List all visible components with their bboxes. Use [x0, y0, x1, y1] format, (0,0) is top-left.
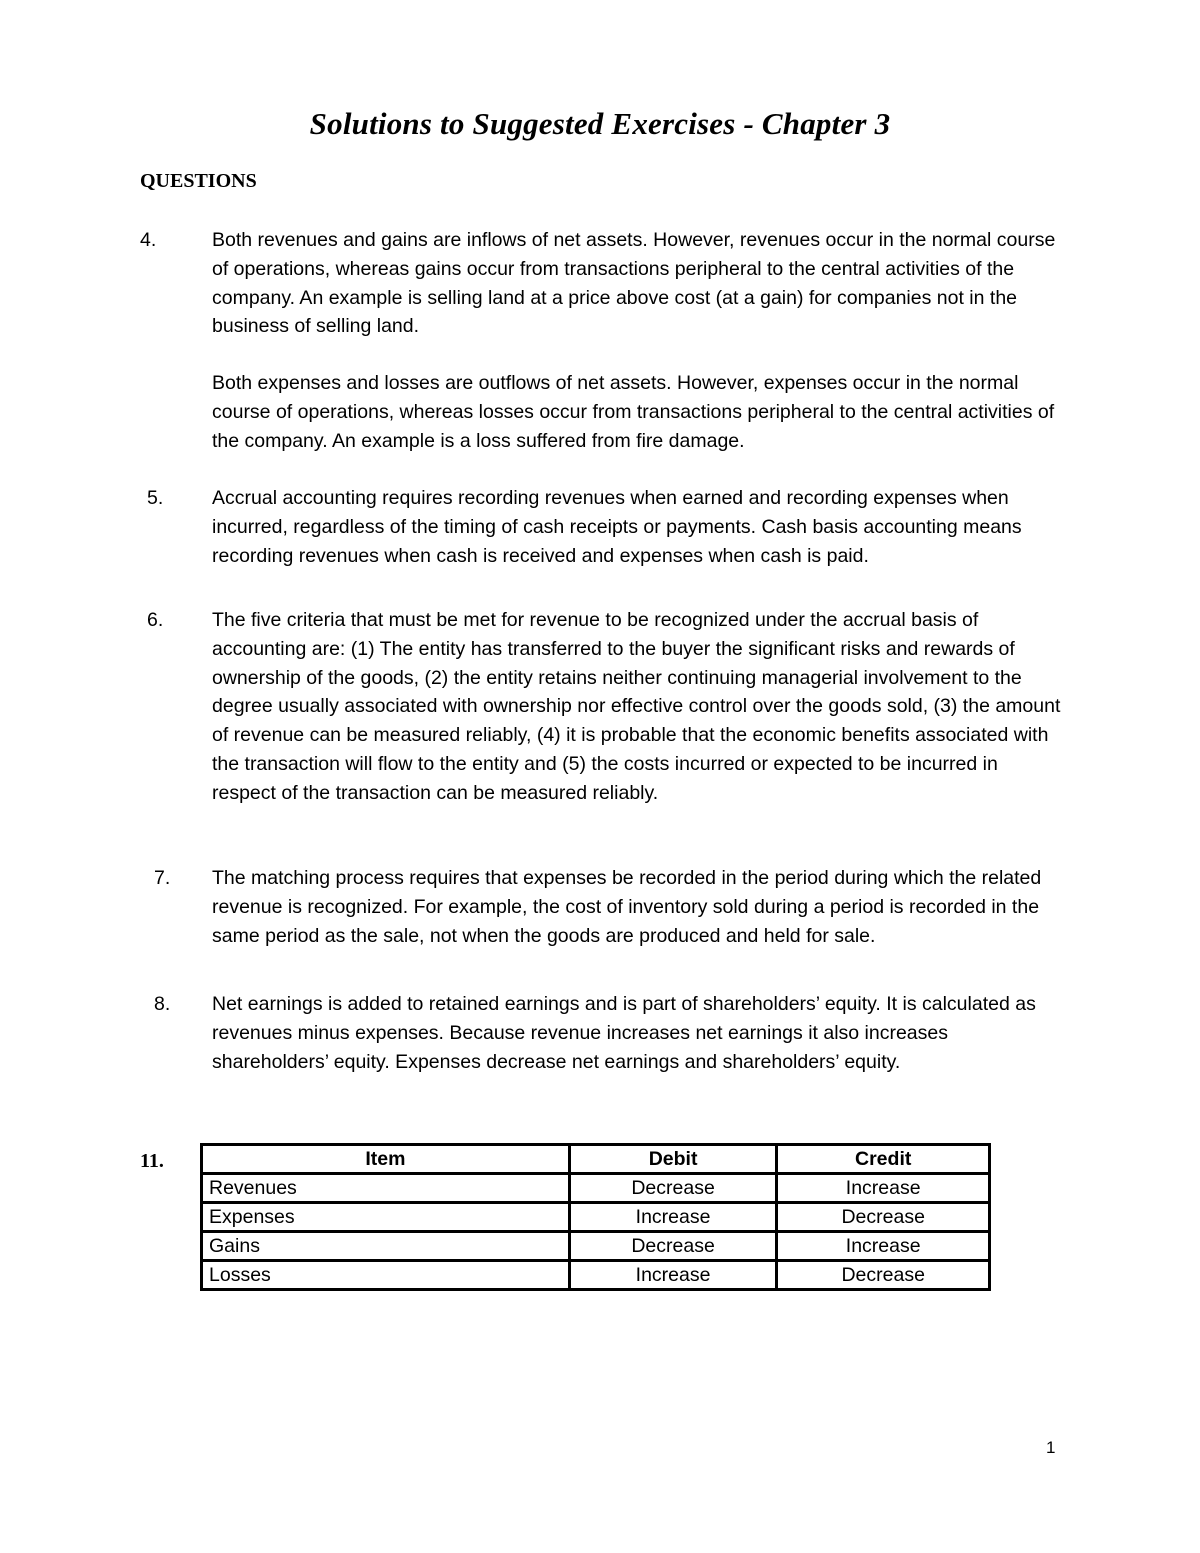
answer-paragraph: Both expenses and losses are outflows of net assets. However, expenses occur in the normal course of operations, whereas losses occur from transactions peripheral to the central activities of the company. An example is a loss suffered from fire damage.: [212, 372, 1055, 452]
question-number: 4.: [140, 229, 157, 251]
question-number: 8.: [154, 993, 171, 1015]
cell-item: Losses: [202, 1261, 570, 1290]
question-number: 5.: [147, 487, 164, 509]
cell-item: Revenues: [202, 1174, 570, 1203]
answer-text: [212, 864, 1067, 950]
answer-text: [212, 226, 1067, 456]
question-5: [140, 484, 1080, 570]
column-header-item: Item: [202, 1145, 570, 1174]
answer-paragraph: Accrual accounting requires recording revenues when earned and recording expenses when incurred, regardless of the timing of cash receipts or payments. Cash basis accounting means recording revenues when cash is received and expenses when cash is paid.: [212, 487, 1022, 567]
page-number: 1: [1046, 1438, 1056, 1457]
cell-credit: Increase: [777, 1174, 990, 1203]
answer-text: [212, 606, 1067, 808]
answer-paragraph: Both revenues and gains are inflows of net assets. However, revenues occur in the normal course of operations, whereas gains occur from transactions peripheral to the central activities of the company. An example is selling land at a price above cost (at a gain) for companies not in the business of selling land.: [212, 229, 1056, 338]
table-row: [202, 1232, 990, 1261]
answer-text: [212, 990, 1067, 1076]
cell-debit: Decrease: [569, 1232, 777, 1261]
table-row: [202, 1203, 990, 1232]
table-row: [202, 1174, 990, 1203]
table-header-row: [202, 1145, 990, 1174]
cell-credit: Increase: [777, 1232, 990, 1261]
question-7: [140, 864, 1080, 950]
cell-item: Expenses: [202, 1203, 570, 1232]
question-11-number: 11.: [140, 1150, 164, 1172]
question-number: 7.: [154, 867, 171, 889]
question-6: [140, 606, 1080, 808]
page-title: Solutions to Suggested Exercises - Chapter 3: [309, 106, 891, 141]
cell-credit: Decrease: [777, 1261, 990, 1290]
section-heading: QUESTIONS: [140, 170, 257, 192]
cell-item: Gains: [202, 1232, 570, 1261]
answer-paragraph: The matching process requires that expenses be recorded in the period during which the related revenue is recognized. For example, the cost of inventory sold during a period is recorded in the same period as the sale, not when the goods are produced and held for sale.: [212, 867, 1042, 947]
cell-credit: Decrease: [777, 1203, 990, 1232]
debit-credit-table: [200, 1143, 991, 1291]
question-number: 6.: [147, 609, 164, 631]
question-4: [140, 226, 1080, 456]
column-header-credit: Credit: [777, 1145, 990, 1174]
answer-text: [212, 484, 1067, 570]
table-row: [202, 1261, 990, 1290]
column-header-debit: Debit: [569, 1145, 777, 1174]
question-8: [140, 990, 1080, 1076]
cell-debit: Decrease: [569, 1174, 777, 1203]
cell-debit: Increase: [569, 1261, 777, 1290]
answer-paragraph: The five criteria that must be met for revenue to be recognized under the accrual basis of accounting are: (1) The entity has transferred to the buyer the significant risks and rewards of ownership of the goods, (2) the entity retains neither continuing managerial involvement to the degree usually associated with ownership nor effective control over the goods sold, (3) the amount of revenue can be measured reliably, (4) it is probable that the economic benefits associated with the transaction will flow to the entity and (5) the costs incurred or expected to be incurred in respect of the transaction can be measured reliably.: [212, 609, 1061, 804]
answer-paragraph: Net earnings is added to retained earnings and is part of shareholders’ equity. It is calculated as revenues minus expenses. Because revenue increases net earnings it also increases shareholders’ equity. Expenses decrease net earnings and shareholders’ equity.: [212, 993, 1036, 1073]
cell-debit: Increase: [569, 1203, 777, 1232]
